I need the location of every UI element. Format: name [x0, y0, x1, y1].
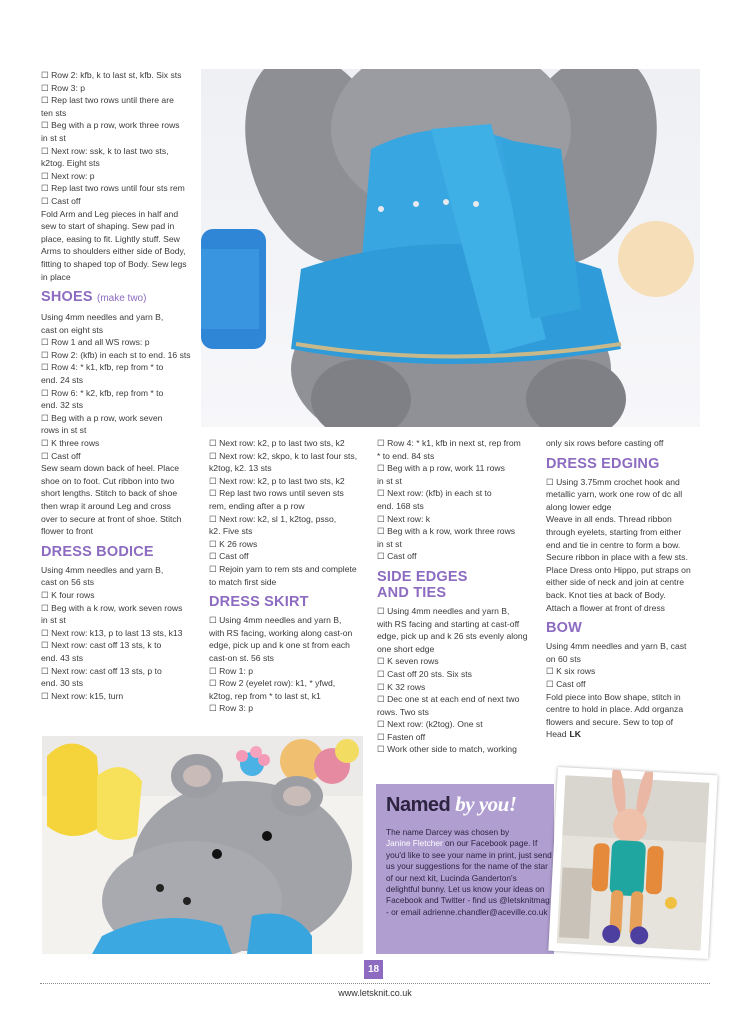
page-number: 18 [364, 960, 383, 979]
instruction-line: rows. Two sts [377, 706, 429, 717]
instruction-line: ☐ Next row: k15, turn [41, 690, 124, 701]
instruction-line: in st st [377, 538, 402, 549]
instruction-line: in st st [41, 132, 66, 143]
instruction-line: k2tog, rep from * to last st, k1 [209, 690, 321, 701]
instruction-line: ☐ Cast off [41, 450, 81, 461]
instruction-line: edge, pick up and k one st from each [209, 640, 350, 651]
author-signoff: LK [569, 729, 582, 740]
instruction-line: Sew seam down back of heel. Place [41, 463, 180, 474]
instruction-line: ☐ Next row: k2, sl 1, k2tog, psso, [209, 513, 337, 524]
instruction-line: then wrap it around Leg and cross [41, 501, 171, 511]
instruction-line: ☐ Cast off [546, 678, 586, 689]
column-1 [41, 69, 199, 702]
instruction-line: ☐ Row 4: * k1, kfb, rep from * to [41, 362, 164, 373]
bow-heading: BOW [546, 620, 583, 637]
winner-name: Janine Fletcher [386, 838, 443, 849]
instruction-line: end. 43 sts [41, 652, 84, 663]
column-4 [546, 437, 711, 741]
instruction-line: ☐ Using 4mm needles and yarn B, [377, 605, 510, 616]
instruction-line: k2tog, k2. 13 sts [209, 463, 272, 474]
instruction-line: end. 32 sts [41, 400, 84, 411]
instruction-line: * to end. 84 sts [377, 450, 435, 461]
instruction-line: ☐ Rejoin yarn to rem sts and complete [209, 563, 357, 574]
instruction-line: only six rows before casting off [546, 438, 664, 448]
instruction-line: with RS facing, working along cast-on [209, 627, 353, 638]
instruction-line: ☐ Row 3: p [209, 703, 254, 714]
instruction-line: end. 24 sts [41, 375, 84, 386]
instruction-line: ☐ Rep last two rows until four sts rem [41, 183, 185, 194]
instruction-line: ☐ Next row: cast off 13 sts, p to [41, 665, 162, 676]
instruction-line: ☐ Next row: ssk, k to last two sts, [41, 145, 169, 156]
instruction-line: ☐ Next row: k2, p to last two sts, k2 [209, 438, 345, 448]
instruction-line: Secure ribbon in place with a few sts. [546, 552, 688, 563]
instruction-line: ☐ Row 4: * k1, kfb in next st, rep from [377, 438, 521, 448]
instruction-line: over to secure at front of shoe. Stitch [41, 513, 182, 524]
instruction-line: ☐ Row 2 (eyelet row): k1, * yfwd, [209, 678, 336, 689]
instruction-line: ☐ Work other side to match, working [377, 744, 517, 755]
instruction-line: ☐ Beg with a k row, work seven rows [41, 602, 183, 613]
instruction-line: ☐ Next row: cast off 13 sts, k to [41, 640, 162, 651]
instruction-line: ☐ Next row: k2, skpo, k to last four sts, [209, 450, 358, 461]
hippo-back-photo [201, 69, 700, 427]
instruction-line: ☐ Cast off [209, 551, 249, 562]
instruction-line: in st st [41, 615, 66, 626]
instruction-line: ☐ Beg with a p row, work 11 rows [377, 463, 505, 474]
shoes-heading: SHOES (make two) [41, 289, 147, 306]
footer-divider [40, 983, 710, 984]
instruction-line: flowers and secure. Sew to top of [546, 716, 674, 727]
instruction-line: with RS facing and starting at cast-off [377, 618, 520, 629]
dress-skirt-heading: DRESS SKIRT [209, 594, 309, 611]
instruction-line: metallic yarn, work one row of dc all [546, 489, 683, 500]
instruction-line: on 60 sts [546, 653, 581, 664]
instruction-line: ☐ Beg with a p row, work three rows [41, 120, 180, 131]
instruction-line: ☐ K 32 rows [377, 681, 426, 692]
instruction-line: ☐ K 26 rows [209, 538, 258, 549]
instruction-line: Arms to shoulders either side of Body, [41, 246, 186, 257]
column-2 [209, 437, 373, 715]
instruction-line: end and tie in centre to form a bow. [546, 539, 681, 550]
dress-bodice-heading: DRESS BODICE [41, 543, 154, 560]
instruction-line: ☐ Row 1 and all WS rows: p [41, 337, 150, 348]
instruction-line: k2. Five sts [209, 526, 253, 537]
instruction-line: sew to start of shaping. Sew pad in [41, 221, 175, 232]
instruction-line: fitting to shaped top of Body. Sew legs [41, 258, 187, 269]
instruction-line: shoe on to foot. Cut ribbon into two [41, 475, 175, 486]
instruction-line: ☐ Rep last two rows until seven sts [209, 488, 344, 499]
instruction-line: ten sts [41, 107, 67, 118]
instruction-line: Head LK [546, 729, 582, 740]
instruction-line: Place Dress onto Hippo, put straps on [546, 564, 691, 575]
instruction-line: ☐ Fasten off [377, 731, 426, 742]
instruction-line: ☐ Beg with a p row, work seven [41, 412, 163, 423]
hippo-face-photo [42, 736, 363, 954]
instruction-line: ☐ K seven rows [377, 656, 439, 667]
side-edges-heading: SIDE EDGES AND TIES [377, 568, 468, 601]
instruction-line: cast on 56 sts [41, 577, 95, 588]
instruction-line: along lower edge [546, 501, 612, 512]
instruction-line: in place [41, 271, 71, 282]
instruction-line: back. Knot ties at back of Body. [546, 589, 666, 600]
dress-edging-heading: DRESS EDGING [546, 455, 660, 472]
instruction-line: edge, pick up and k 26 sts evenly along [377, 631, 528, 642]
instruction-line: Using 4mm needles and yarn B, [41, 312, 164, 323]
instruction-line: Fold piece into Bow shape, stitch in [546, 691, 681, 702]
instruction-line: to match first side [209, 576, 277, 587]
instruction-line: ☐ Rep last two rows until there are [41, 95, 174, 106]
instruction-line: ☐ Cast off [377, 551, 417, 562]
instruction-line: ☐ Next row: p [41, 170, 95, 181]
named-by-you-title: Named by you! [386, 792, 517, 816]
instruction-line: ☐ Row 2: (kfb) in each st to end. 16 sts [41, 349, 191, 360]
column-3 [377, 437, 537, 756]
instruction-line: ☐ Beg with a k row, work three rows [377, 526, 516, 537]
instruction-line: ☐ Row 1: p [209, 665, 254, 676]
instruction-line: ☐ K three rows [41, 438, 100, 449]
instruction-line: ☐ Dec one st at each end of next two [377, 694, 520, 705]
instruction-line: ☐ Row 3: p [41, 82, 86, 93]
instruction-line: Weave in all ends. Thread ribbon [546, 514, 672, 525]
instruction-line: ☐ Next row: k [377, 513, 431, 524]
instruction-line: either side of neck and join at centre [546, 577, 685, 588]
instruction-line: ☐ Cast off [41, 195, 81, 206]
footer-url: www.letsknit.co.uk [338, 988, 412, 998]
instruction-line: Using 4mm needles and yarn B, cast [546, 641, 687, 652]
instruction-line: ☐ Cast off 20 sts. Six sts [377, 668, 472, 679]
instruction-line: one short edge [377, 643, 435, 654]
instruction-line: cast-on st. 56 sts [209, 652, 274, 663]
instruction-line: ☐ Next row: k2, p to last two sts, k2 [209, 475, 345, 486]
instruction-line: Attach a flower at front of dress [546, 602, 665, 613]
instruction-line: short lengths. Stitch to back of shoe [41, 488, 178, 499]
instruction-line: ☐ K six rows [546, 666, 596, 677]
instruction-line: through eyelets, starting from either [546, 526, 682, 537]
instruction-line: rows in st st [41, 425, 87, 436]
instruction-line: end. 30 sts [41, 678, 84, 689]
instruction-line: ☐ Using 4mm needles and yarn B, [209, 615, 342, 626]
instruction-line: ☐ Row 6: * k2, kfb, rep from * to [41, 387, 164, 398]
instruction-line: place, easing to fit. Lightly stuff. Sew [41, 233, 180, 244]
instruction-line: Fold Arm and Leg pieces in half and [41, 208, 179, 219]
instruction-line: Using 4mm needles and yarn B, [41, 564, 164, 575]
bunny-polaroid-photo [548, 767, 717, 959]
instruction-line: k2tog. Eight sts [41, 158, 100, 169]
instruction-line: end. 168 sts [377, 500, 424, 511]
instruction-line: ☐ Row 2: kfb, k to last st, kfb. Six sts [41, 70, 182, 80]
instruction-line: ☐ K four rows [41, 589, 95, 600]
instruction-line: ☐ Next row: (kfb) in each st to [377, 488, 492, 499]
named-by-you-text: The name Darcey was chosen by Janine Fletcher on our Facebook page. If you'd like to see your name in print, just send us your suggestions for the name of the star of our next kit, Lucinda Ganderton's delightful bunny. Let us know your ideas on Facebook and Twitter - find us @letsknitmag - or email adrienne.chandler@aceville.co.uk [386, 827, 552, 917]
instruction-line: ☐ Next row: (k2tog). One st [377, 719, 483, 730]
instruction-line: in st st [377, 475, 402, 486]
instruction-line: ☐ Next row: k13, p to last 13 sts, k13 [41, 627, 183, 638]
instruction-line: ☐ Using 3.75mm crochet hook and [546, 476, 680, 487]
instruction-line: flower to front [41, 526, 94, 537]
instruction-line: rem, ending after a p row [209, 500, 305, 511]
instruction-line: centre to hold in place. Add organza [546, 704, 684, 715]
instruction-line: cast on eight sts [41, 324, 104, 335]
